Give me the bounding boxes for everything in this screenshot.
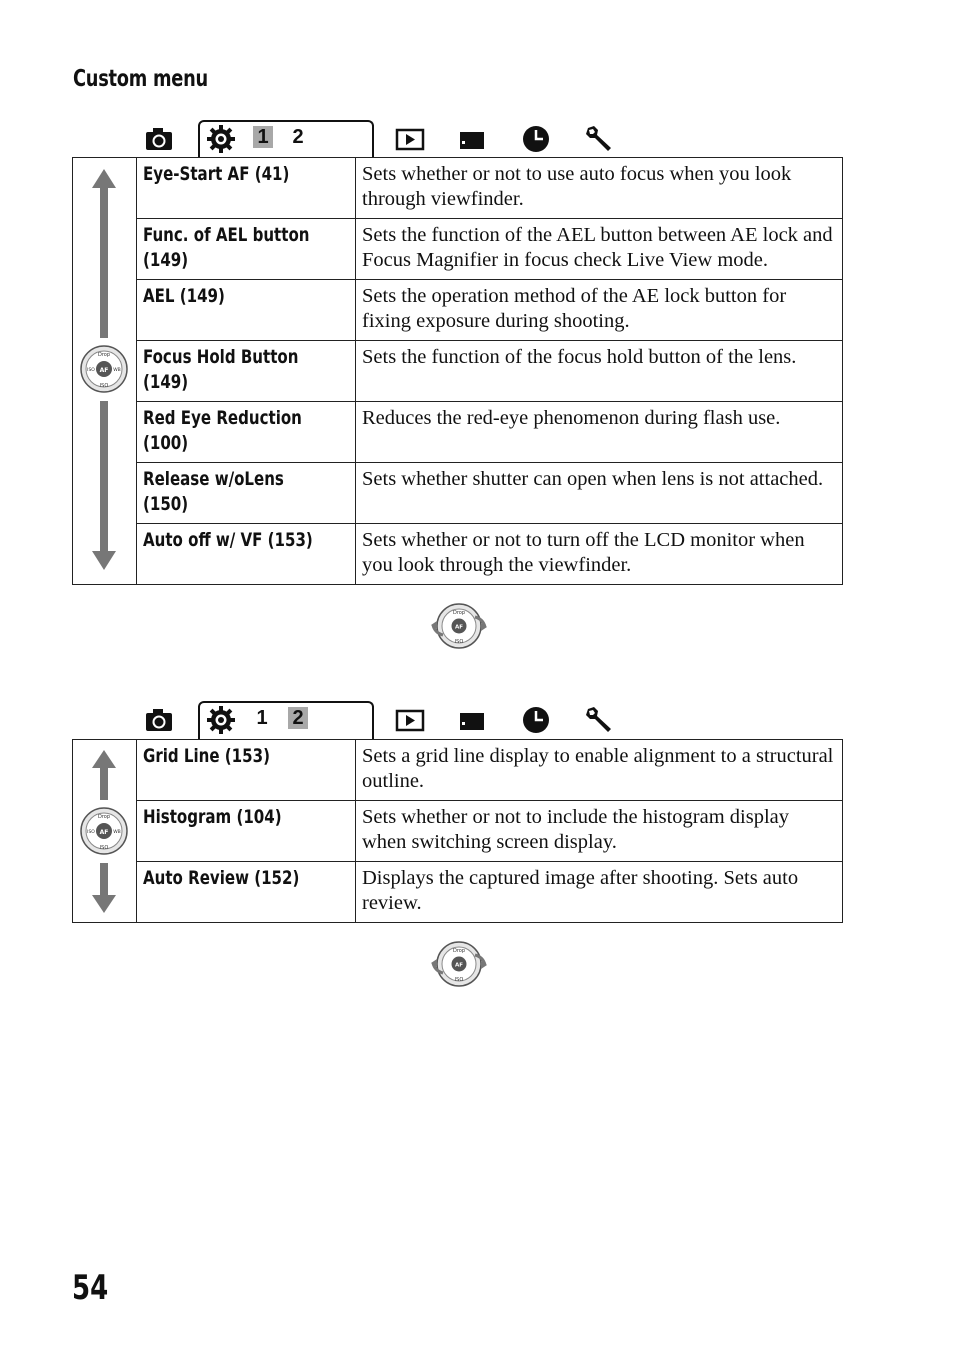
menu-item-description: Displays the captured image after shooting. Sets auto review. xyxy=(356,862,843,923)
wrench-icon[interactable] xyxy=(584,705,614,735)
tab-page-1[interactable]: 1 xyxy=(253,126,273,148)
memory-card-icon[interactable] xyxy=(457,705,487,735)
tab-bar-custom-2 xyxy=(140,701,630,741)
clock-icon[interactable] xyxy=(521,705,551,735)
table-row xyxy=(73,402,843,463)
control-dial-lr-icon xyxy=(429,939,489,989)
menu-item-description: Sets the function of the focus hold button of the lens. xyxy=(356,341,843,402)
nav-column xyxy=(73,740,137,923)
table-row xyxy=(73,219,843,280)
table-row xyxy=(73,280,843,341)
menu-item-name: Grid Line (153) xyxy=(137,740,356,801)
gear-icon[interactable] xyxy=(206,705,236,735)
table-row xyxy=(73,524,843,585)
tab-page-2[interactable]: 2 xyxy=(292,126,304,148)
tab-page-2[interactable]: 2 xyxy=(288,707,308,729)
table-row xyxy=(73,158,843,219)
menu-item-name: AEL (149) xyxy=(137,280,356,341)
camera-icon[interactable] xyxy=(144,124,174,154)
menu-item-description: Sets a grid line display to enable alignment to a structural outline. xyxy=(356,740,843,801)
menu-item-name: Release w/oLens (150) xyxy=(137,463,356,524)
table-row xyxy=(73,463,843,524)
playback-icon[interactable] xyxy=(395,705,425,735)
wrench-icon[interactable] xyxy=(584,124,614,154)
menu-item-name: Red Eye Reduction (100) xyxy=(137,402,356,463)
menu-item-description: Sets the operation method of the AE lock button for fixing exposure during shooting. xyxy=(356,280,843,341)
menu-item-name: Eye-Start AF (41) xyxy=(137,158,356,219)
table-row xyxy=(73,801,843,862)
playback-icon[interactable] xyxy=(395,124,425,154)
gear-icon[interactable] xyxy=(206,124,236,154)
page-number: 54 xyxy=(72,1268,109,1308)
nav-column xyxy=(73,158,137,585)
tab-bar-custom-1 xyxy=(140,120,630,160)
clock-icon[interactable] xyxy=(521,124,551,154)
control-dial-lr-icon xyxy=(429,601,489,651)
menu-item-name: Auto Review (152) xyxy=(137,862,356,923)
control-dial-icon xyxy=(79,344,129,394)
section-title: Custom menu xyxy=(73,66,208,92)
table-row xyxy=(73,862,843,923)
menu-item-name: Focus Hold Button (149) xyxy=(137,341,356,402)
menu-item-description: Sets whether shutter can open when lens is not attached. xyxy=(356,463,843,524)
memory-card-icon[interactable] xyxy=(457,124,487,154)
control-dial-icon xyxy=(79,806,129,856)
tab-page-1[interactable]: 1 xyxy=(256,707,268,729)
menu-item-description: Sets whether or not to turn off the LCD monitor when you look through the viewfinder. xyxy=(356,524,843,585)
camera-icon[interactable] xyxy=(144,705,174,735)
menu-item-description: Sets whether or not to use auto focus when you look through viewfinder. xyxy=(356,158,843,219)
custom-menu-table-1 xyxy=(72,157,843,585)
menu-item-name: Func. of AEL button (149) xyxy=(137,219,356,280)
table-row xyxy=(73,341,843,402)
menu-item-description: Sets the function of the AEL button between AE lock and Focus Magnifier in focus check Live View mode. xyxy=(356,219,843,280)
table-row xyxy=(73,740,843,801)
menu-item-description: Reduces the red-eye phenomenon during flash use. xyxy=(356,402,843,463)
custom-menu-table-2 xyxy=(72,739,843,923)
menu-item-name: Histogram (104) xyxy=(137,801,356,862)
menu-item-name: Auto off w/ VF (153) xyxy=(137,524,356,585)
menu-item-description: Sets whether or not to include the histogram display when switching screen display. xyxy=(356,801,843,862)
